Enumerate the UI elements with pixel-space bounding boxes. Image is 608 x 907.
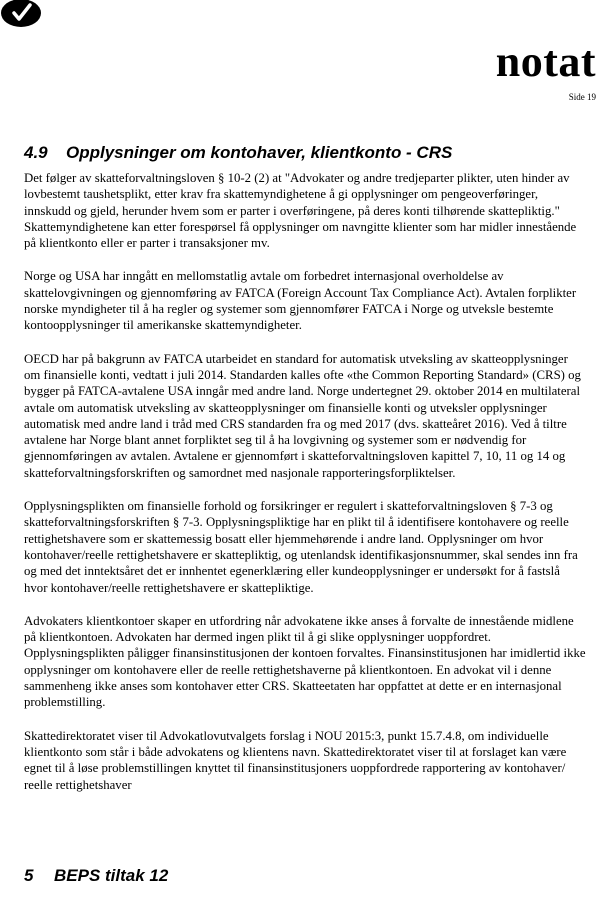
section-heading (24, 143, 594, 163)
logo-icon (0, 0, 44, 30)
section-title: Opplysninger om kontohaver, klientkonto - CRS (66, 143, 453, 162)
paragraph: Opplysningsplikten om finansielle forhold og forsikringer er regulert i skatteforvaltningsloven § 7-3 og skatteforvaltningsforskriften § 7-3. Opplysningspliktige har en plikt til å identifisere kontohavere og reelle rettighetshavere som er skattemessig bosatt eller hjemmehørende i andre land. Opplysninger om hvor kontohaver/reelle rettighetshavere er skattepliktig, og utenlandsk identifikasjonsnummer, skal sendes inn fra og med det inntektsåret det er innhentet egenerklæring eller kundeopplysninger er undersøkt for å fastslå hvor kontohaver/reelle rettighetshavere er skattepliktige. (24, 499, 578, 595)
chapter-title: BEPS tiltak 12 (54, 866, 169, 885)
page-number: Side 19 (568, 92, 596, 102)
paragraph: OECD har på bakgrunn av FATCA utarbeidet en standard for automatisk utveksling av skatteopplysninger om finansielle konti, vedtatt i juli 2014. Standarden kalles ofte «the Common Reporting Standard» (CRS) og bygger på FATCA-avtalene USA inngår med andre land. Norge undertegnet 29. oktober 2014 en multilateral avtale om automatisk utveksling av skatteopplysninger om finansielle konti og utveksler opplysninger automatisk med andre land i tråd med CRS standarden fra og med 2017 (dvs. skatteåret 2016). Ved å tiltre avtalene har Norge blant annet forpliktet seg til å ha lovgivning og systemer som er nødvendig for gjennomføringen av avtalen. Avtalene er gjennomført i skatteforvaltningsloven kapittel 7, 10, 11 og 14 og skatteforvaltningsforskriften og samordnet med nasjonale rapporteringsforpliktelser. (24, 351, 581, 480)
section-number: 4.9 (24, 143, 48, 162)
paragraph: Skattedirektoratet viser til Advokatlovutvalgets forslag i NOU 2015:3, punkt 15.7.4.8, om individuelle klientkonto som står i både advokatens og klientens navn. Skattedirektoratet viser til at forslaget kan være egnet til å løse problemstillingen knyttet til finansinstitusjoners uoppfordrede rapportering av kontohaver/ reelle rettighetshaver (24, 728, 567, 792)
chapter-number: 5 (24, 866, 34, 885)
paragraph: Det følger av skatteforvaltningsloven § 10-2 (2) at "Advokater og andre tredjeparter plikter, uten hinder av lovbestemt taushetsplikt, etter krav fra skattemyndighetene å gi opplysninger om pengeoverføringer, innskudd og gjeld, herunder hvem som er parter i overføringene, på deres konti tilhørende skattepliktig." Skattemyndighetene kan etter forespørsel få opplysninger om navngitte klienter som har midler innestående på klientkonto eller er parter i transaksjoner mv. (24, 171, 577, 251)
chapter-heading (24, 866, 168, 886)
paragraph: Norge og USA har inngått en mellomstatlig avtale om forbedret internasjonal overholdelse av skattelovgivningen og gjennomføring av FATCA (Foreign Account Tax Compliance Act). Avtalen forplikter norske myndigheter til å ha regler og systemer som gjennomfører FATCA i Norge og utveksle bestemte kontoopplysninger til amerikanske skattemyndigheter. (24, 269, 577, 333)
document-title: notat (495, 37, 596, 86)
body-text (24, 170, 586, 810)
paragraph: Advokaters klientkontoer skaper en utfordring når advokatene ikke anses å forvalte de innestående midlene på klientkontoen. Advokaten har dermed ingen plikt til å gi slike opplysninger uoppfordret. Opplysningsplikten påligger finansinstitusjonen der kontoen forvaltes. Finansinstitusjonen har imidlertid ikke opplysninger om kontohavere eller de reelle rettighetshaverne på klientkontoen. En advokat vil i denne sammenheng ikke anses som kontohaver etter CRS. Skatteetaten har oppfattet at dette er en internasjonal problemstilling. (24, 613, 586, 710)
